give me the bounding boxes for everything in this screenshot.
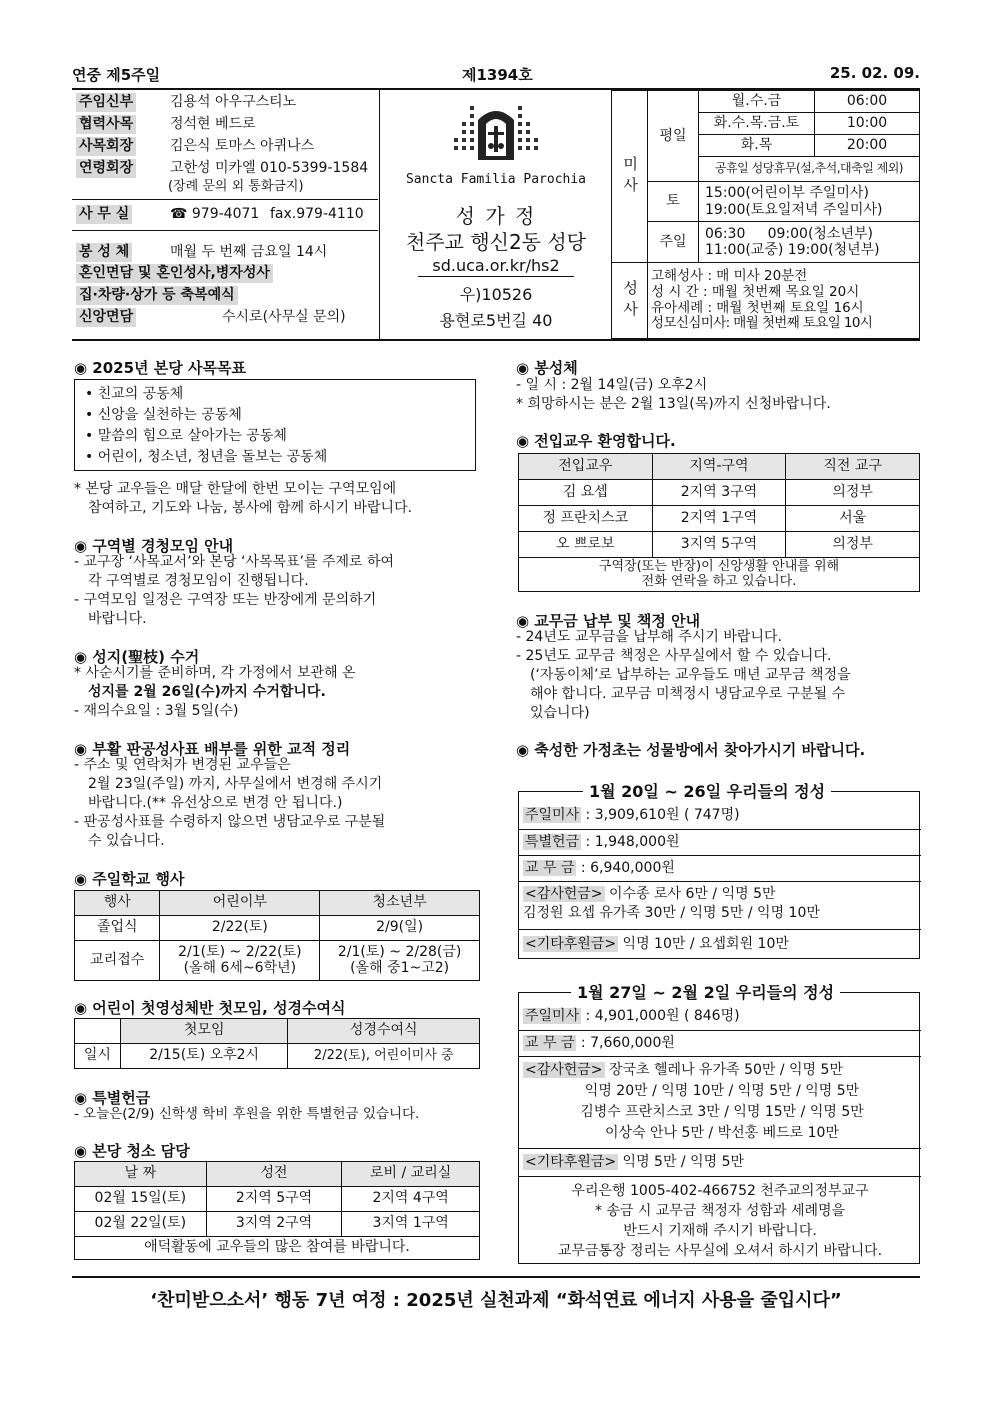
offering-row [519,1004,921,1030]
table-footer: 구역장(또는 반장)이 신앙생활 안내를 위해 전화 연락을 하고 있습니다. [519,558,920,592]
staff-label: 연령회장 [76,159,136,178]
table-header: 직전 교구 [786,454,920,480]
offering-extra [523,1081,921,1144]
table-footer: 애덕활동에 교우들의 많은 참여를 바랍니다. [75,1237,480,1260]
easter-line: - 판공성사표를 수령하지 않으면 냉담교우로 구분될 [74,814,386,830]
goal-note: 참여하고, 기도와 나눔, 봉사에 함께 하시기 바랍니다. [88,500,413,516]
service-label: 신앙면담 [76,308,136,327]
easter-line: 바랍니다.(** 유선상으로 변경 안 됩니다.) [88,795,343,811]
saturday-line: 15:00(어린이부 주일미사) [705,185,869,202]
service-value: 매월 두 번째 금요일 14시 [170,244,328,260]
service-label: 봉 성 체 [76,243,132,262]
office-phone: ☎ 979-4071 [170,206,260,222]
palm-line: - 재의수요일 : 3월 5일(수) [74,703,239,719]
bank-line: 반드시 기재해 주시기 바랍니다. [623,1223,817,1239]
staff-row [72,136,378,158]
goal-note: * 본당 교우들은 매달 한달에 한번 모이는 구역모임에 [74,481,397,497]
special-title: ◉ 특별헌금 [74,1089,151,1107]
office-label: 사 무 실 [76,205,132,224]
dues-line: - 25년도 교무금 책정은 사무실에서 할 수 있습니다. [516,648,832,664]
offering-amount: 장국초 헬레나 유가족 50만 / 익명 5만 [604,1062,843,1078]
weekday-days: 월.수.금 [698,90,815,113]
offering-extra-line: 이상숙 안나 5만 / 박선홍 베드로 10만 [605,1125,839,1141]
holiday-note: 공휴일 성당휴무(설,추석,대축일 제외) [698,156,920,182]
offering-row [519,829,921,855]
staff-value: 김은식 토마스 아퀴나스 [170,138,315,154]
table-cell: 2지역 4구역 [342,1187,480,1212]
bank-line: * 송금 시 교무금 책정자 성함과 세례명을 [594,1203,846,1219]
offering-box [518,782,920,959]
saturday-line: 19:00(토요일저녁 주일미사) [705,201,883,218]
offering-label: <감사헌금> [525,1062,603,1078]
service-label: 집·차량·상가 등 축복예식 [76,286,238,305]
offering-label: <기타후원금> [525,1154,617,1170]
offering-extra-line: 익명 20만 / 익명 10만 / 익명 5만 / 익명 5만 [584,1083,860,1099]
liturgical-week: 연중 제5주일 [72,66,161,84]
table-row [75,941,480,981]
goal-item: • 말씀의 힘으로 살아가는 공동체 [85,428,287,444]
bank-info [519,1176,921,1264]
table-cell: 2지역 5구역 [206,1187,342,1212]
table-cell: 3지역 5구역 [652,532,786,558]
cleaning-table [74,1161,480,1260]
footer-slogan: ‘찬미받으소서’ 행동 7년 여정 : 2025년 실천과제 “화석연료 에너지 사용을 줄입시다” [150,1290,842,1311]
sacrament-label: 성사 [611,262,648,339]
table-cell: 김 요셉 [519,480,653,506]
bank-line: 우리은행 1005-402-466752 천주교의정부교구 [571,1183,869,1199]
offering-row [519,1030,921,1056]
dues-line: 해야 합니다. 교무금 미책정시 냉담교우로 구분될 수 [530,686,846,702]
service-row [72,242,378,264]
special-line: - 오늘은(2/9) 신학생 학비 후원을 위한 특별헌금 있습니다. [74,1106,420,1122]
table-cell: 2/9(일) [320,916,480,941]
table-row [75,1212,480,1237]
goal-item: • 어린이, 청소년, 청년을 돌보는 공동체 [85,449,328,465]
offering-box [518,983,920,1264]
staff-label: 사목회장 [76,137,136,156]
offering-row [519,1056,921,1148]
header-bottom-rule [72,339,920,341]
table-header: 지역-구역 [652,454,786,480]
parish-url[interactable]: sd.uca.or.kr/hs2 [432,256,560,275]
offering-row [519,881,921,929]
staff-row [72,114,378,136]
goal-item: • 신앙을 실천하는 공동체 [85,407,242,423]
offering-amount: : 1,948,000원 [581,834,680,850]
sunday-line: 06:30 09:00(청소년부) [705,225,873,242]
weekday-days: 화.목 [698,134,815,157]
table-cell: 정 프란치스코 [519,506,653,532]
table-cell: 3지역 2구역 [206,1212,342,1237]
table-header: 로비 / 교리실 [342,1162,480,1187]
weekday-label: 평일 [647,90,699,182]
staff-note: (장례 문의 외 통화금지) [168,179,304,194]
offering-row [519,803,921,829]
candle-title: ◉ 축성한 가정초는 성물방에서 찾아가시기 바랍니다. [516,741,866,759]
offering-label: 교 무 금 [525,860,575,876]
parish-zip: 우)10526 [459,285,533,304]
divider [72,230,378,231]
table-cell: 의정부 [786,480,920,506]
weekday-days: 화.수.목.금.토 [698,112,815,135]
communion-table [74,1018,480,1069]
table-header: 전입교우 [519,454,653,480]
table-header: 청소년부 [320,891,480,916]
dues-line: 있습니다) [530,705,590,721]
table-row [75,1237,480,1260]
offering-label: 주일미사 [525,807,580,823]
offering-amount: : 3,909,610원 ( 747명) [581,807,740,823]
offering-title: 1월 20일 ~ 26일 우리들의 정성 [583,779,831,802]
offering-amount: 익명 5만 / 익명 5만 [618,1154,745,1170]
easter-line: - 주소 및 연락처가 변경된 교우들은 [74,757,291,773]
issue-date: 25. 02. 09. [829,64,920,82]
weekday-time: 10:00 [814,112,920,135]
cleaning-title: ◉ 본당 청소 담당 [74,1142,190,1160]
table-cell: 2/1(토) ~ 2/28(금) (올해 중1~고2) [320,941,480,981]
district-line: - 교구장 ‘사목교서’와 본당 ‘사목목표’를 주제로 하여 [74,554,395,570]
table-row [75,916,480,941]
welcome-title: ◉ 전입교우 환영합니다. [516,432,676,450]
dues-line: - 24년도 교무금을 납부해 주시기 바랍니다. [516,629,782,645]
service-row [72,285,378,307]
bank-line: 교무금통장 정리는 사무실에 오셔서 하시기 바랍니다. [557,1243,883,1259]
offering-amount: : 6,940,000원 [576,860,675,876]
easter-title: ◉ 부활 판공성사표 배부를 위한 교적 정리 [74,740,351,758]
table-cell: 02월 15일(토) [75,1187,207,1212]
mass-label: 미사 [611,90,648,263]
service-row [72,263,378,285]
table-row [75,1019,480,1044]
table-cell: 2/22(토), 어린이미사 중 [288,1044,480,1069]
table-cell: 2/1(토) ~ 2/22(토) (올해 6세~6학년) [160,941,320,981]
service-row [72,307,378,329]
district-line: 각 구역별로 경청모임이 진행됩니다. [88,573,309,589]
offering-amount: 이수종 로사 6만 / 익명 5만 [604,886,776,902]
table-cell: 교리접수 [75,941,160,981]
weekday-time: 20:00 [814,134,920,157]
offering-extra-line: 김병수 프란치스코 3만 / 익명 15만 / 익명 5만 [580,1104,864,1120]
communion-title: ◉ 어린이 첫영성체반 첫모임, 성경수여식 [74,999,346,1017]
offering-amount: 익명 10만 / 요셉회원 10만 [618,936,789,952]
staff-value: 고한성 미카엘 010-5399-1584 [170,160,369,176]
table-cell: 의정부 [786,532,920,558]
staff-value: 정석현 베드로 [170,116,256,132]
saturday-label: 토 [647,181,699,222]
saturday-times [698,181,920,222]
offering-extra: 김정원 요셉 유가족 30만 / 익명 5만 / 익명 10만 [523,905,820,921]
table-row [75,1187,480,1212]
staff-label: 협력사목 [76,115,136,134]
parish-church: 천주교 행신2동 성당 [406,230,586,254]
office-fax: fax.979-4110 [270,206,364,222]
sacrament-line: 고해성사 : 매 미사 20분전 [651,268,808,285]
table-row [519,480,920,506]
dues-line: (‘자동이체’로 납부하는 교우들도 매년 교무금 책정을 [530,667,851,683]
sunday-line: 11:00(교중) 19:00(청년부) [705,242,880,258]
service-value: 수시로(사무실 문의) [222,309,346,325]
table-cell: 2/15(토) 오후2시 [120,1044,288,1069]
table-cell: 일시 [75,1044,121,1069]
goal-box [74,379,476,471]
parish-address: 용현로5번길 40 [439,311,553,330]
table-cell: 서울 [786,506,920,532]
sunday-times [698,221,920,263]
offering-row [519,855,921,881]
offering-amount: : 7,660,000원 [576,1035,675,1051]
sunday-school-table [74,890,480,981]
table-header [75,1019,121,1044]
footer-rule [72,1276,920,1278]
table-row [519,506,920,532]
offering-label: 주일미사 [525,1008,580,1024]
easter-line: 2월 23일(주일) 까지, 사무실에서 변경해 주시기 [88,776,383,792]
district-line: - 구역모임 일정은 구역장 또는 반장에게 문의하기 [74,592,377,608]
staff-value: 김용석 아우구스티노 [170,94,297,110]
offering-row [519,1148,921,1176]
table-row [75,1162,480,1187]
table-row [75,1044,480,1069]
district-line: 바랍니다. [88,611,147,627]
table-cell: 3지역 1구역 [342,1212,480,1237]
issue-header [72,64,920,84]
parish-name: 성 가 정 [455,204,537,228]
goal-title: ◉ 2025년 본당 사목목표 [74,359,246,377]
palm-title: ◉ 성지(聖枝) 수거 [74,648,200,666]
easter-line: 수 있습니다. [88,833,165,849]
table-header: 성경수여식 [288,1019,480,1044]
table-cell: 2지역 1구역 [652,506,786,532]
district-title: ◉ 구역별 경청모임 안내 [74,537,234,555]
weekday-time: 06:00 [814,90,920,113]
sacrament-line: 성모신심미사: 매월 첫번째 토요일 10시 [651,315,873,332]
divider [72,199,378,200]
offering-amount: : 4,901,000원 ( 846명) [581,1008,740,1024]
table-header: 첫모임 [120,1019,288,1044]
visit-line: - 일 시 : 2월 14일(금) 오후2시 [516,377,708,393]
table-cell: 졸업식 [75,916,160,941]
service-label: 혼인면담 및 혼인성사,병자성사 [76,264,273,283]
sunday-label: 주일 [647,221,699,263]
table-header: 날 짜 [75,1162,207,1187]
welcome-table [518,453,920,592]
offering-row [519,929,921,959]
dues-title: ◉ 교무금 납부 및 책정 안내 [516,612,701,630]
parish-logo-icon [448,100,544,166]
table-header: 어린이부 [160,891,320,916]
staff-row [72,92,378,114]
table-cell: 2/22(토) [160,916,320,941]
table-cell: 02월 22일(토) [75,1212,207,1237]
offering-title: 1월 27일 ~ 2월 2일 우리들의 정성 [571,980,840,1003]
offering-label: 교 무 금 [525,1035,575,1051]
palm-line: * 사순시기를 준비하며, 각 가정에서 보관해 온 [74,665,356,681]
offering-label: <기타후원금> [525,936,617,952]
table-header: 성전 [206,1162,342,1187]
table-row [519,454,920,480]
goal-item: • 친교의 공동체 [85,386,184,402]
table-header: 행사 [75,891,160,916]
table-row [519,532,920,558]
office-row [72,204,378,226]
table-row [519,558,920,592]
divider [418,276,574,277]
issue-number: 제1394호 [462,66,533,84]
table-row [75,891,480,916]
sacrament-line: 유아세례 : 매월 첫번째 토요일 16시 [651,299,864,316]
sacrament-line: 성 시 간 : 매월 첫번째 목요일 20시 [651,283,860,300]
visit-title: ◉ 봉성체 [516,359,578,377]
visit-line: * 희망하시는 분은 2월 13일(목)까지 신청바랍니다. [516,396,831,412]
parish-latin: Sancta Familia Parochia [405,172,586,187]
staff-label: 주임신부 [76,93,136,112]
offering-label: 특별헌금 [525,834,580,850]
table-cell: 2지역 3구역 [652,480,786,506]
sacrament-times [647,262,920,339]
offering-label: <감사헌금> [525,886,603,902]
table-cell: 오 쁘로보 [519,532,653,558]
palm-line: 성지를 2월 26일(수)까지 수거합니다. [88,684,326,700]
sunday-school-title: ◉ 주일학교 행사 [74,870,185,888]
